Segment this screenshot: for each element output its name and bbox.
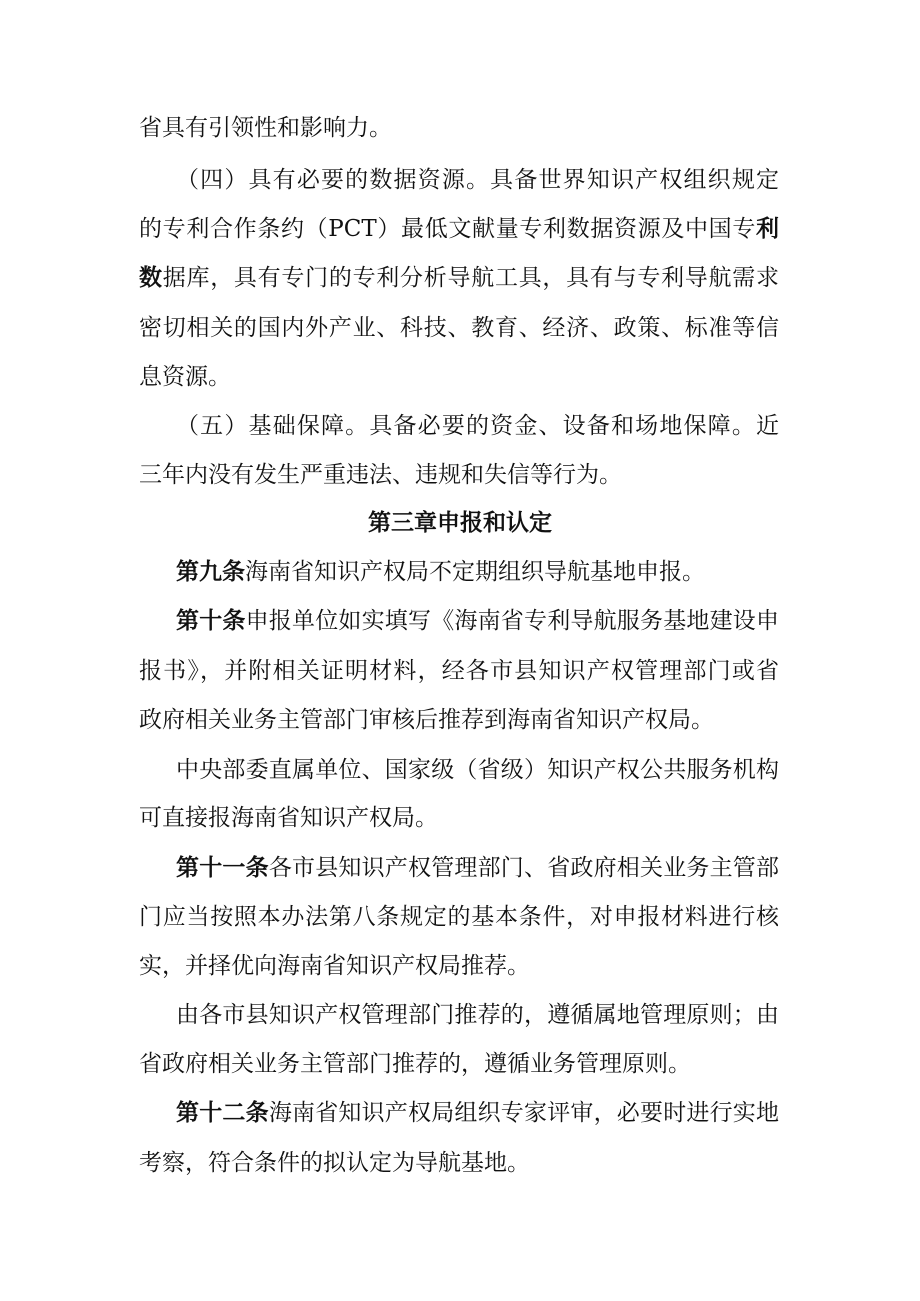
article-11-label: 第十一条 — [176, 854, 269, 881]
text-line-6: 息资源。 — [139, 364, 231, 390]
central-units-line-2: 可直接报海南省知识产权局。 — [139, 805, 438, 831]
article-9-text: 海南省知识产权局不定期组织导航基地申报。 — [245, 559, 705, 585]
article-11 — [176, 853, 779, 883]
article-12-label: 第十二条 — [176, 1099, 269, 1126]
text-line-1: 省具有引领性和影响力。 — [139, 115, 392, 141]
article-9 — [176, 557, 779, 587]
article-12 — [176, 1098, 779, 1128]
article-11-line-3: 实，并择优向海南省知识产权局推荐。 — [139, 953, 530, 979]
text-line-3 — [139, 214, 779, 244]
article-11-line-2: 门应当按照本办法第八条规定的基本条件，对申报材料进行核 — [139, 904, 779, 930]
article-10-line-2: 报书》，并附相关证明材料，经各市县知识产权管理部门或省 — [139, 658, 779, 684]
text-line-2: （四）具有必要的数据资源。具备世界知识产权组织规定 — [176, 167, 779, 193]
article-12-line-2: 考察，符合条件的拟认定为导航基地。 — [139, 1150, 530, 1176]
article-9-label: 第九条 — [176, 558, 245, 585]
text-line-4 — [139, 263, 779, 293]
text-line-3-bold: 利 — [756, 215, 779, 242]
text-line-3-main: 的专利合作条约（PCT）最低文献量专利数据资源及中国专 — [139, 216, 756, 242]
recommend-line-2: 省政府相关业务主管部门推荐的，遵循业务管理原则。 — [139, 1051, 691, 1077]
text-line-4-bold: 数 — [139, 264, 163, 291]
article-10 — [176, 606, 779, 636]
article-10-line-3: 政府相关业务主管部门审核后推荐到海南省知识产权局。 — [139, 707, 714, 733]
chapter-heading: 第三章申报和认定 — [368, 509, 552, 536]
article-10-text: 申报单位如实填写《海南省专利导航服务基地建设申 — [245, 608, 780, 634]
recommend-line-1: 由各市县知识产权管理部门推荐的，遵循属地管理原则；由 — [176, 1002, 779, 1028]
text-line-5: 密切相关的国内外产业、科技、教育、经济、政策、标准等信 — [139, 315, 779, 341]
article-11-text: 各市县知识产权管理部门、省政府相关业务主管部 — [268, 855, 780, 881]
central-units-line-1: 中央部委直属单位、国家级（省级）知识产权公共服务机构 — [176, 757, 779, 783]
article-10-label: 第十条 — [176, 607, 246, 634]
article-12-text: 海南省知识产权局组织专家评审，必要时进行实地 — [268, 1100, 780, 1126]
text-line-4-main: 据库，具有专门的专利分析导航工具，具有与专利导航需求 — [162, 265, 780, 291]
text-line-7: （五）基础保障。具备必要的资金、设备和场地保障。近 — [176, 413, 779, 439]
text-line-8: 三年内没有发生严重违法、违规和失信等行为。 — [139, 462, 622, 488]
